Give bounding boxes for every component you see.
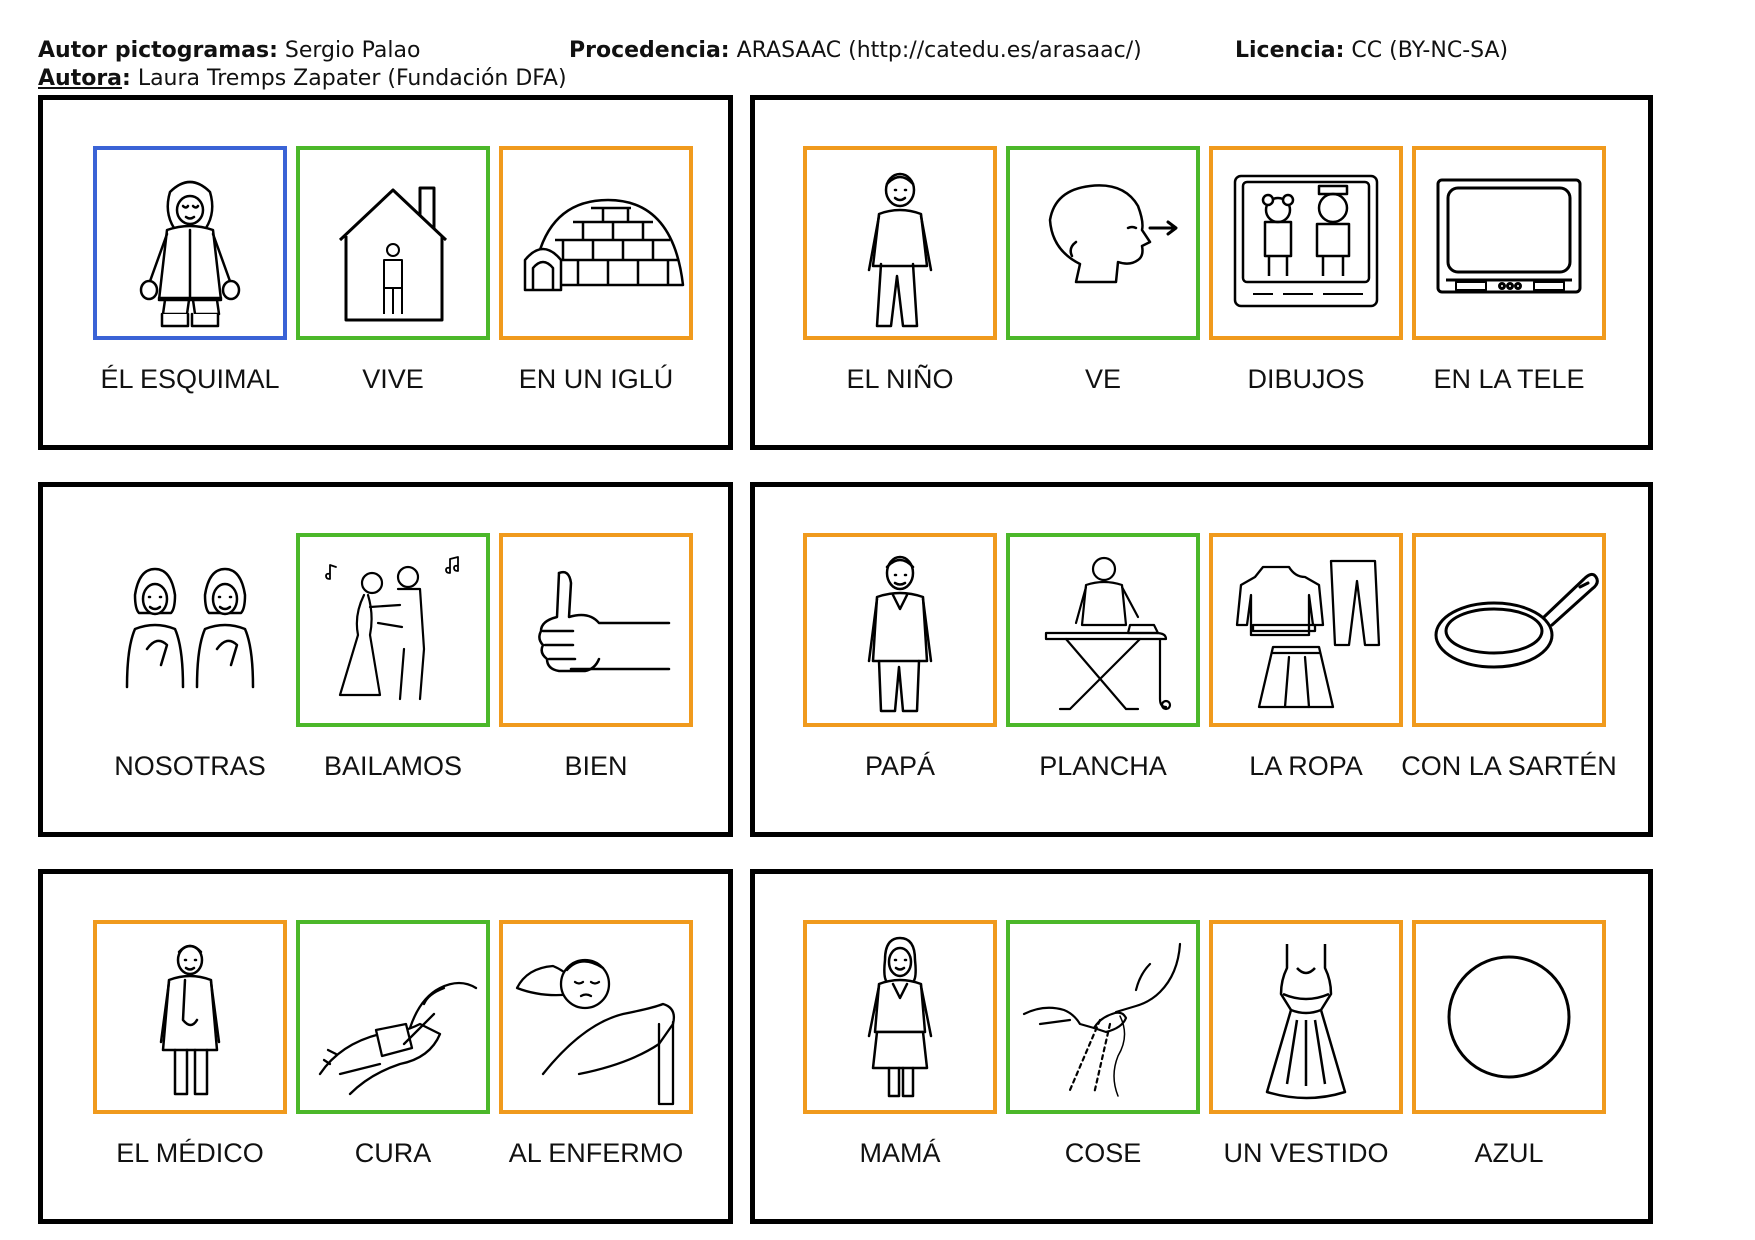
circle-icon (1416, 924, 1602, 1110)
license-value: CC (BY-NC-SA) (1344, 38, 1509, 63)
father-icon (807, 537, 993, 723)
pictogram-frame (296, 533, 490, 727)
ironing-icon (1010, 537, 1196, 723)
bandaging-hand-icon (300, 924, 486, 1110)
eskimo-icon (97, 150, 283, 336)
pictogram-label: MAMÁ (859, 1138, 941, 1168)
authoress-colon: : (122, 66, 131, 91)
boy-icon (807, 150, 993, 336)
license-label: Licencia: (1235, 38, 1345, 63)
pictogram-label: AL ENFERMO (508, 1138, 684, 1168)
source-value: ARASAAC (http://catedu.es/arasaac/) (729, 38, 1142, 63)
author-line (38, 38, 420, 64)
pictogram-frame (296, 920, 490, 1114)
pictogram-frame (1412, 920, 1606, 1114)
author-value: Sergio Palao (277, 38, 421, 63)
authoress-label: Autora (38, 66, 123, 91)
cartoons-on-tv-icon (1213, 150, 1399, 336)
sentence-panel-2 (750, 95, 1653, 450)
dress-icon (1213, 924, 1399, 1110)
pictogram-frame (1006, 533, 1200, 727)
sick-in-bed-icon (503, 924, 689, 1110)
pictogram-label: CURA (354, 1138, 432, 1168)
igloo-icon (503, 150, 689, 336)
pictogram-label: EN LA TELE (1433, 364, 1585, 394)
pictogram-label: EL NIÑO (846, 364, 954, 394)
pictogram-frame (499, 146, 693, 340)
pictogram-frame (93, 533, 287, 727)
sentence-panel-5 (38, 869, 733, 1224)
pictogram-frame (296, 146, 490, 340)
pictogram-label: BAILAMOS (323, 751, 463, 781)
head-looking-icon (1010, 150, 1196, 336)
clothes-icon (1213, 537, 1399, 723)
pictogram-frame (1412, 146, 1606, 340)
pictogram-frame (803, 533, 997, 727)
mother-icon (807, 924, 993, 1110)
pictogram-frame (93, 920, 287, 1114)
sentence-panel-4 (750, 482, 1653, 837)
pictogram-label: CON LA SARTÉN (1401, 751, 1617, 781)
pictogram-label: DIBUJOS (1247, 364, 1365, 394)
pictogram-label: VE (1084, 364, 1122, 394)
pictogram-label: BIEN (564, 751, 628, 781)
two-women-icon (97, 537, 283, 723)
pictogram-frame (803, 146, 997, 340)
pictogram-label: UN VESTIDO (1223, 1138, 1389, 1168)
license-line (1235, 38, 1508, 64)
pictogram-label: PLANCHA (1039, 751, 1167, 781)
sentence-panel-1 (38, 95, 733, 450)
pictogram-frame (1209, 920, 1403, 1114)
pictogram-label: AZUL (1474, 1138, 1544, 1168)
pictogram-label: NOSOTRAS (114, 751, 266, 781)
pictogram-frame (1412, 533, 1606, 727)
source-label: Procedencia: (569, 38, 730, 63)
pictogram-label: PAPÁ (864, 751, 936, 781)
pictogram-frame (803, 920, 997, 1114)
authoress-line (38, 66, 567, 92)
pictogram-label: EL MÉDICO (116, 1138, 264, 1168)
pictogram-frame (1006, 146, 1200, 340)
pictogram-frame (499, 920, 693, 1114)
author-label: Autor pictogramas: (38, 38, 278, 63)
pictogram-label: LA ROPA (1249, 751, 1363, 781)
sewing-icon (1010, 924, 1196, 1110)
doctor-icon (97, 924, 283, 1110)
pictogram-label: EN UN IGLÚ (518, 364, 674, 394)
frying-pan-icon (1416, 537, 1602, 723)
sentence-panel-6 (750, 869, 1653, 1224)
source-line (569, 38, 1142, 64)
pictogram-label: VIVE (362, 364, 424, 394)
pictogram-frame (1006, 920, 1200, 1114)
pictogram-frame (93, 146, 287, 340)
pictogram-frame (1209, 533, 1403, 727)
pictogram-label: COSE (1064, 1138, 1142, 1168)
pictogram-frame (499, 533, 693, 727)
pictogram-frame (1209, 146, 1403, 340)
house-with-person-icon (300, 150, 486, 336)
television-icon (1416, 150, 1602, 336)
authoress-value: Laura Tremps Zapater (Fundación DFA) (130, 66, 567, 91)
thumbs-up-icon (503, 537, 689, 723)
dancing-couple-icon (300, 537, 486, 723)
sentence-panel-3 (38, 482, 733, 837)
pictogram-label: ÉL ESQUIMAL (100, 364, 280, 394)
